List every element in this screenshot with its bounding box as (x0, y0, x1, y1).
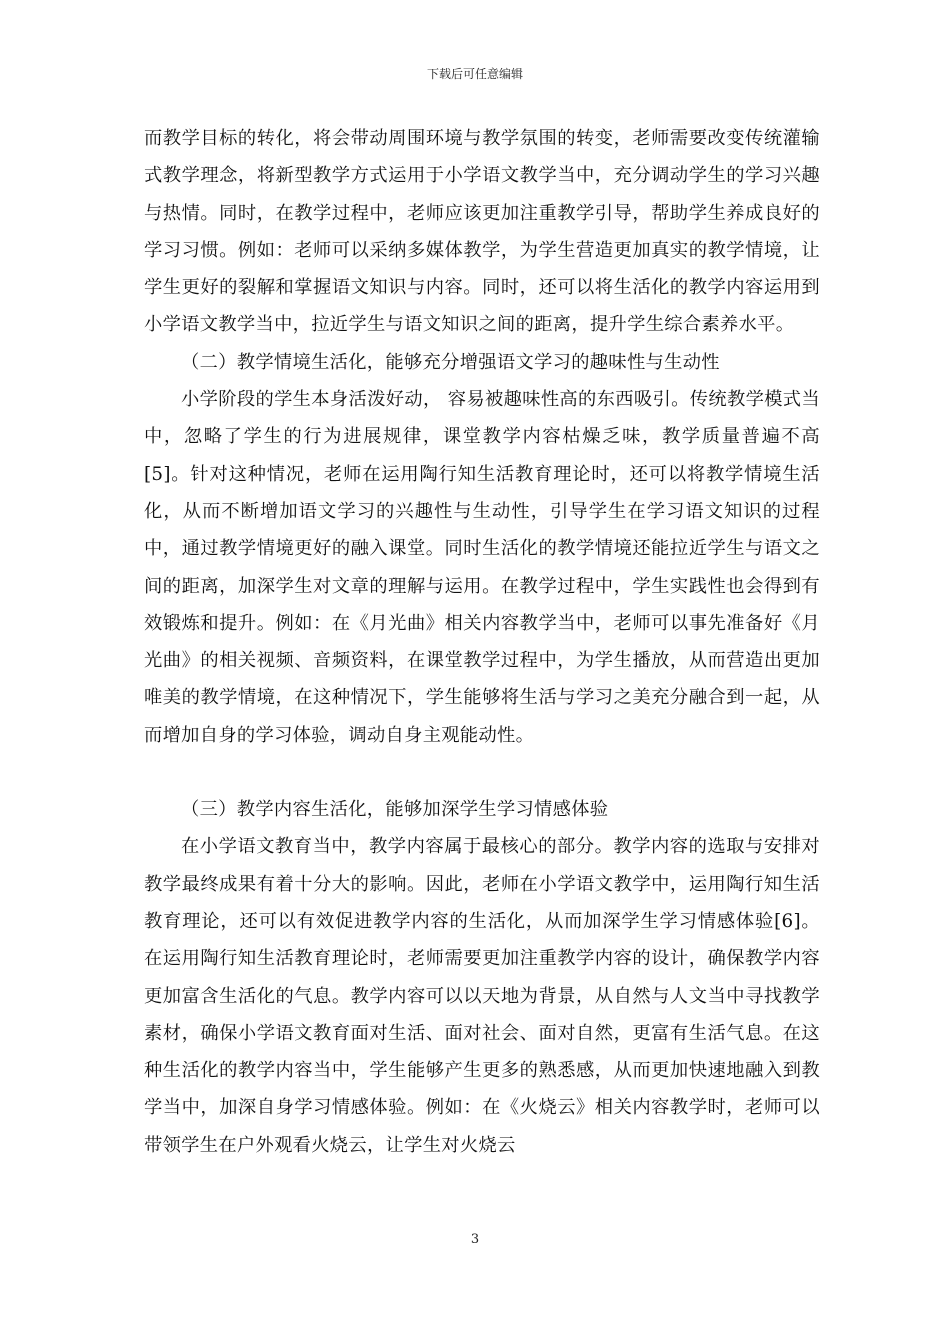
page-header: 下载后可任意编辑 (426, 67, 523, 81)
section-heading-3: （三）教学内容生活化，能够加深学生学习情感体验 (181, 799, 609, 821)
paragraph-gap (144, 754, 820, 791)
paragraph-continued: 而教学目标的转化，将会带动周围环境与教学氛围的转变，老师需要改变传统灌输式教学理念，将新型教学方式运用于小学语文教学当中，充分调动学生的学习兴趣与热情。同时，在教学过程中，老师应该更加注重教学引导，帮助学生养成良好的学习习惯。例如：老师可以采纳多媒体教学，为学生营造更加真实的教学情境，让学生更好的裂解和掌握语文知识与内容。同时，还可以将生活化的教学内容运用到小学语文教学当中，拉近学生与语文知识之间的距离，提升学生综合素养水平。 (144, 128, 820, 336)
section-heading-2: （二）教学情境生活化，能够充分增强语文学习的趣味性与生动性 (181, 351, 720, 373)
paragraph-section-2: 小学阶段的学生本身活泼好动， 容易被趣味性高的东西吸引。传统教学模式当中，忽略了学生的行为进展规律，课堂教学内容枯燥乏味，教学质量普遍不高[5]。针对这种情况，老师在运用陶行知生活教育理论时，还可以将教学情境生活化，从而不断增加语文学习的兴趣性与生动性，引导学生在学习语文知识的过程中，通过教学情境更好的融入课堂。同时生活化的教学情境还能拉近学生与语文之间的距离，加深学生对文章的理解与运用。在教学过程中，学生实践性也会得到有效锻炼和提升。例如：在《月光曲》相关内容教学当中，老师可以事先准备好《月光曲》的相关视频、音频资料，在课堂教学过程中，为学生播放，从而营造出更加唯美的教学情境，在这种情况下，学生能够将生活与学习之美充分融合到一起，从而增加自身的学习体验，调动自身主观能动性。 (144, 389, 820, 746)
document-body (144, 120, 820, 1164)
page-number: 3 (470, 1232, 480, 1247)
paragraph-section-3: 在小学语文教育当中，教学内容属于最核心的部分。教学内容的选取与安排对教学最终成果有着十分大的影响。因此，老师在小学语文教学中，运用陶行知生活教育理论，还可以有效促进教学内容的生活化，从而加深学生学习情感体验[6]。在运用陶行知生活教育理论时，老师需要更加注重教学内容的设计，确保教学内容更加富含生活化的气息。教学内容可以以天地为背景，从自然与人文当中寻找教学素材，确保小学语文教育面对生活、面对社会、面对自然，更富有生活气息。在这种生活化的教学内容当中，学生能够产生更多的熟悉感，从而更加快速地融入到教学当中，加深自身学习情感体验。例如：在《火烧云》相关内容教学时，老师可以带领学生在户外观看火烧云，让学生对火烧云 (144, 836, 820, 1156)
